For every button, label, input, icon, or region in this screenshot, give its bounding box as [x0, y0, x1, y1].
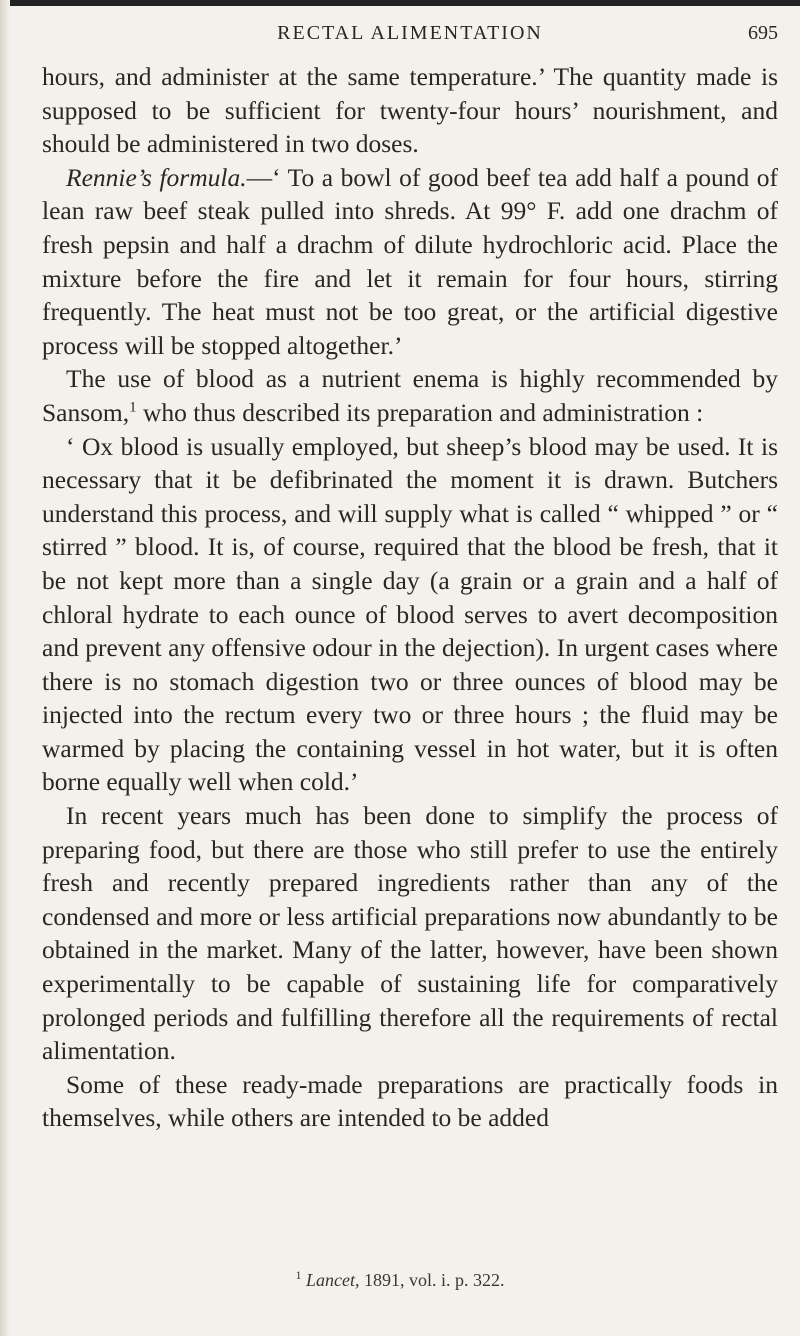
- paragraph-text: who thus described its preparation and administration :: [136, 397, 704, 427]
- page-binding-shadow: [0, 0, 10, 1336]
- footnote-citation: , 1891, vol. i. p. 322.: [354, 1270, 505, 1290]
- paragraph-ready-made: [42, 1068, 778, 1135]
- formula-heading: Rennie’s formula.: [66, 162, 247, 192]
- footnote-mark: 1: [295, 1268, 302, 1282]
- footnote-reference: 1: [129, 399, 137, 416]
- paragraph-blood-enema: [42, 362, 778, 429]
- page-number: 695: [748, 22, 778, 44]
- paragraph-continuation: [42, 60, 778, 161]
- footnote-journal: Lancet: [305, 1270, 355, 1290]
- paragraph-recent-years: [42, 799, 778, 1068]
- page-header: [42, 20, 778, 50]
- paragraph-text: —‘ To a bowl of good beef tea add half a pound of lean raw beef steak pulled into shreds. At 99° F. add one drachm of fresh pepsin and half a drachm of dilute hydrochloric acid. Place the mixture before the fire and let it remain for four hours, stirring frequently. The heat must not be too great, or the artificial digestive process will be stopped altogether.’: [42, 162, 778, 360]
- paragraph-text: The use of blood as a nutrient enema is highly recommended by Sansom,: [42, 364, 778, 427]
- body-text: [42, 60, 778, 1135]
- paragraph-text: In recent years much has been done to simplify the process of preparing food, but there are those who still prefer to use the entirely fresh and recently prepared ingredients rather than any of the condensed and more or less artificial preparations now abundantly to be obtained in the market. Many of the latter, however, have been shown experimentally to be capable of sustaining life for comparatively prolonged periods and fulfilling therefore all the requirements of rectal alimentation.: [42, 801, 778, 1066]
- paragraph-sansom-quote: [42, 430, 778, 800]
- paragraph-text: Some of these ready-made preparations are practically foods in themselves, while others are intended to be added: [42, 1069, 778, 1133]
- running-title: RECTAL ALIMENTATION: [277, 22, 543, 44]
- paragraph-text: hours, and administer at the same temperature.’ The quantity made is supposed to be sufficient for twenty-four hours’ nourishment, and should be administered in two doses.: [42, 62, 778, 159]
- paragraph-rennie-formula: [42, 161, 778, 363]
- paragraph-text: ‘ Ox blood is usually employed, but sheep’s blood may be used. It is necessary that it be defibrinated the moment it is drawn. Butchers understand this process, and will supply what is called “ whipped ” or “ stirred ” blood. It is, of course, required that the blood be fresh, that it be not kept more than a single day (a grain or a grain and a half of chloral hydrate to each ounce of blood serves to avert decomposition and prevent any offensive odour in the dejection). In urgent cases where there is no stomach digestion two or three ounces of blood may be injected into the rectum every two or three hours ; the fluid may be warmed by placing the containing vessel in hot water, but it is often borne equally well when cold.’: [42, 431, 778, 797]
- footnote: [0, 1270, 800, 1291]
- page-top-edge: [0, 0, 800, 6]
